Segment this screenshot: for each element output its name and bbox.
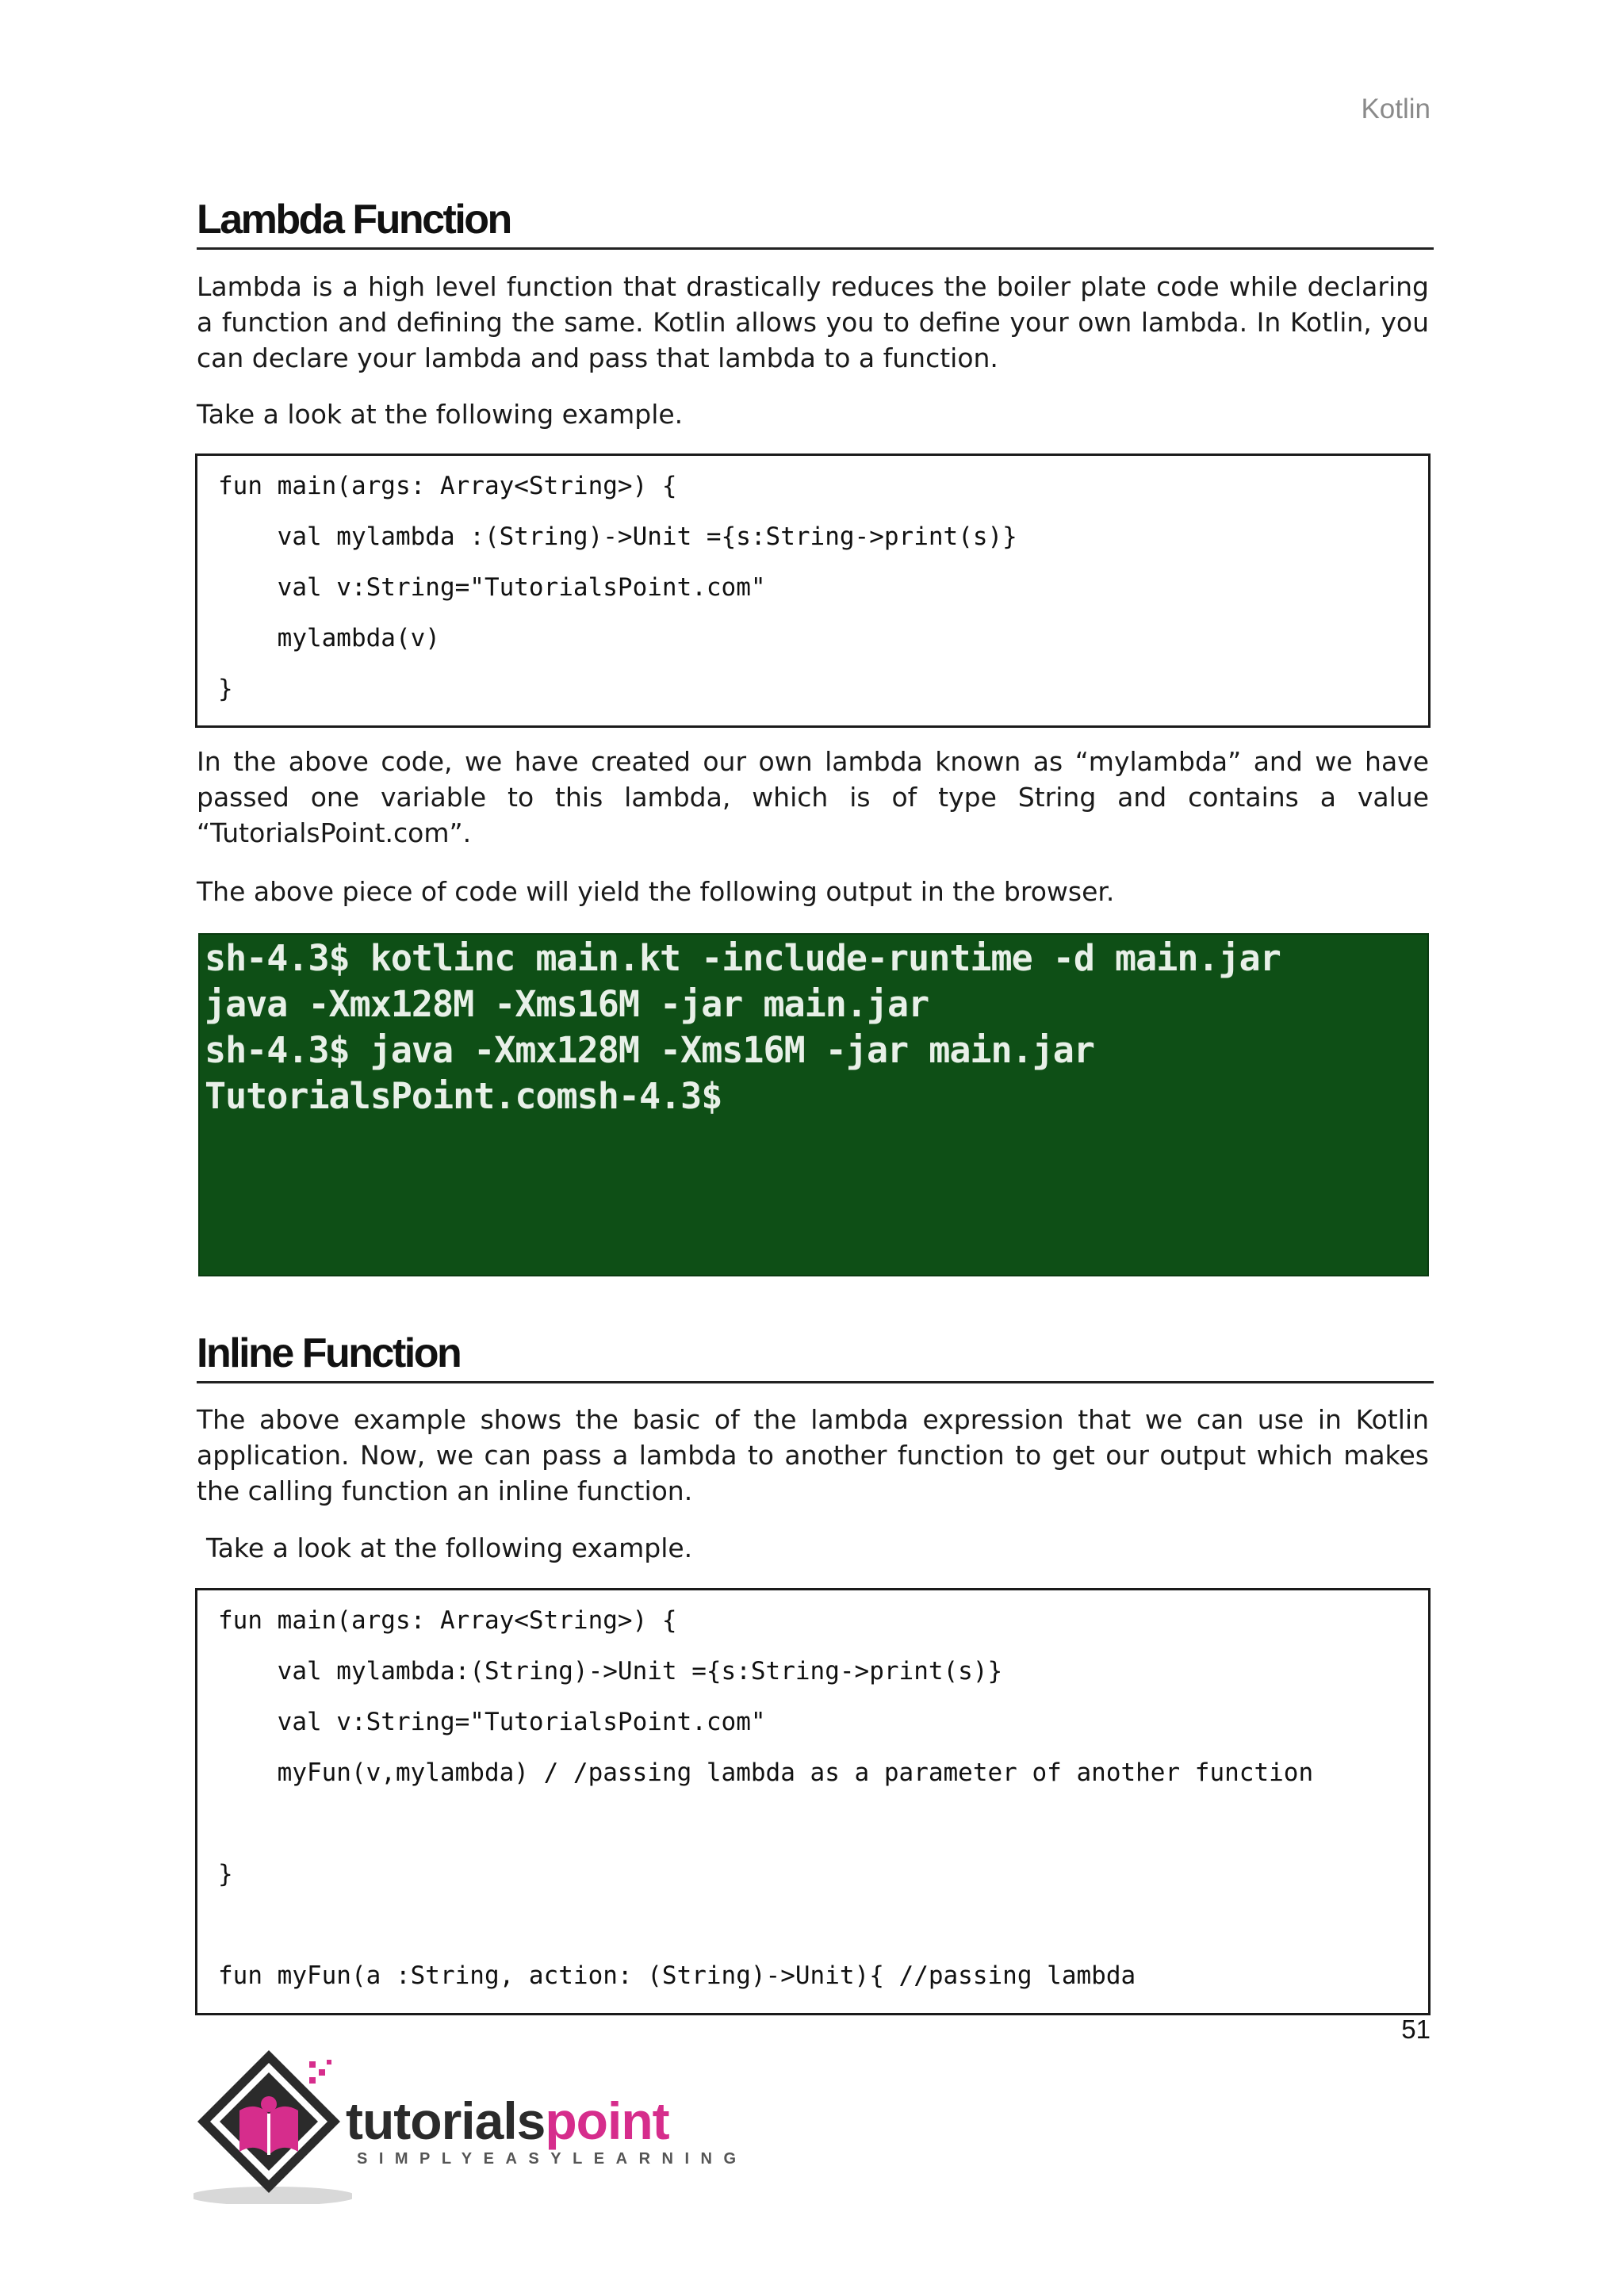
code-line: val mylambda :(String)->Unit ={s:String->print(s)} — [218, 522, 1017, 551]
logo-wordmark — [346, 2093, 669, 2149]
logo-word-point: point — [545, 2091, 669, 2150]
code-line: mylambda(v) — [218, 624, 440, 652]
lambda-code-block — [195, 453, 1431, 728]
logo-emblem-icon — [193, 2045, 352, 2204]
logo-tagline: SIMPLYEASYLEARNING — [357, 2150, 748, 2168]
tutorialspoint-logo — [193, 2045, 748, 2204]
output-prompt: The above piece of code will yield the following output in the browser. — [197, 876, 1115, 907]
terminal-line: sh-4.3$ java -Xmx128M -Xms16M -jar main.jar — [205, 1029, 1094, 1071]
page-number: 51 — [1401, 2015, 1431, 2044]
code-line: val mylambda:(String)->Unit ={s:String->print(s)} — [218, 1657, 1003, 1686]
code-line: } — [218, 1860, 233, 1888]
inline-example-prompt: Take a look at the following example. — [206, 1533, 693, 1563]
section-heading-lambda: Lambda Function — [197, 195, 1434, 250]
lambda-explanation-paragraph: In the above code, we have created our own lambda known as “mylambda” and we have passed one variable to this lambda, which is of type String and contains a value “TutorialsPoint.com”. — [197, 746, 1429, 848]
terminal-line: java -Xmx128M -Xms16M -jar main.jar — [205, 983, 929, 1025]
lambda-example-prompt: Take a look at the following example. — [197, 399, 684, 430]
code-line: fun main(args: Array<String>) { — [218, 472, 677, 500]
logo-word-tutorials: tutorials — [346, 2091, 546, 2150]
code-line: fun main(args: Array<String>) { — [218, 1606, 677, 1635]
lambda-intro-paragraph: Lambda is a high level function that drastically reduces the boiler plate code while declaring a function and defining the same. Kotlin allows you to define your own lambda. In Kotlin, you can declare your lambda and pass that lambda to a function. — [197, 271, 1429, 373]
code-line: myFun(v,mylambda) / /passing lambda as a parameter of another function — [218, 1758, 1314, 1787]
inline-intro-paragraph: The above example shows the basic of the lambda expression that we can use in Kotlin application. Now, we can pass a lambda to another function to get our output which makes the calling function an inline function. — [197, 1404, 1429, 1506]
code-line: fun myFun(a :String, action: (String)->Unit){ //passing lambda — [218, 1961, 1136, 1990]
terminal-output-screenshot — [198, 933, 1429, 1276]
code-line: val v:String="TutorialsPoint.com" — [218, 1708, 766, 1736]
inline-code-block — [195, 1588, 1431, 2015]
running-header: Kotlin — [1361, 94, 1431, 124]
section-heading-inline: Inline Function — [197, 1329, 1434, 1383]
code-line: val v:String="TutorialsPoint.com" — [218, 573, 766, 602]
terminal-line: TutorialsPoint.comsh-4.3$ — [205, 1075, 722, 1117]
terminal-line: sh-4.3$ kotlinc main.kt -include-runtime -d main.jar — [205, 937, 1281, 979]
code-line: } — [218, 675, 233, 703]
